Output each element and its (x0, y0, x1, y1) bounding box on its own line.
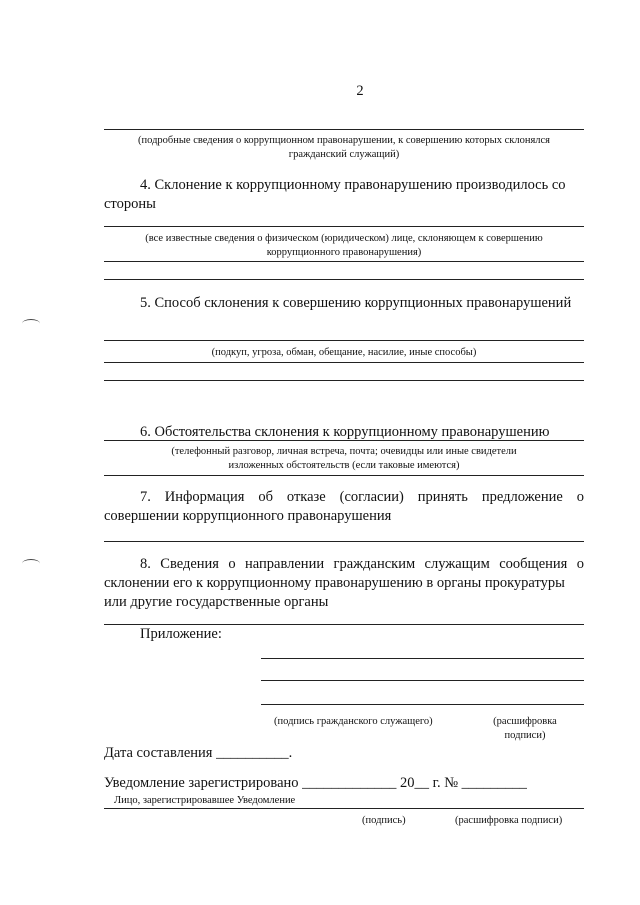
punch-hole-mark (22, 319, 40, 328)
caption-circumstances-2: изложенных обстоятельств (если таковые имеются) (228, 460, 460, 471)
section-4-line-2: стороны (104, 196, 156, 212)
form-line (104, 808, 584, 809)
attachment-line (261, 680, 584, 681)
section-5-heading: 5. Способ склонения к совершению коррупционных правонарушений (140, 295, 572, 311)
signature-caption: (подпись гражданского служащего) (274, 716, 433, 727)
registration-signature-caption: (подпись) (362, 815, 406, 826)
form-line (104, 362, 584, 363)
section-8-line-1: 8. Сведения о направлении гражданским служащим сообщения о (140, 556, 584, 572)
registration-line: Уведомление зарегистрировано _____________ 20__ г. № _________ (104, 775, 527, 791)
form-line (104, 340, 584, 341)
caption-circumstances-1: (телефонный разговор, личная встреча, почта; очевидцы или иные свидетели (171, 446, 517, 457)
caption-methods: (подкуп, угроза, обман, обещание, насилие, иные способы) (211, 347, 477, 358)
punch-hole-mark (22, 559, 40, 568)
registered-by-label: Лицо, зарегистрировавшее Уведомление (114, 795, 296, 806)
caption-offense-details-2: гражданский служащий) (288, 149, 400, 160)
form-line (104, 475, 584, 476)
registration-decoding-caption: (расшифровка подписи) (455, 815, 563, 826)
form-line (104, 129, 584, 130)
caption-person-details-2: коррупционного правонарушения) (266, 247, 422, 258)
section-4-line-1: 4. Склонение к коррупционному правонарушению производилось со (140, 177, 566, 193)
compilation-date: Дата составления __________. (104, 745, 293, 761)
attachment-line (261, 658, 584, 659)
caption-person-details-1: (все известные сведения о физическом (юридическом) лице, склоняющем к совершению (145, 233, 543, 244)
attachment-line (261, 704, 584, 705)
decoding-caption-2: подписи) (504, 730, 546, 741)
form-line (104, 226, 584, 227)
decoding-caption-1: (расшифровка (493, 716, 557, 727)
form-line (104, 541, 584, 542)
form-line (104, 380, 584, 381)
section-8-line-3: или другие государственные органы (104, 594, 329, 610)
section-8-line-2: склонении его к коррупционному правонарушению в органы прокуратуры (104, 575, 565, 591)
form-line (104, 261, 584, 262)
form-line (104, 279, 584, 280)
page-number: 2 (356, 83, 364, 99)
section-6-heading: 6. Обстоятельства склонения к коррупционному правонарушению (140, 424, 550, 440)
attachment-label: Приложение: (140, 626, 222, 642)
section-7-line-2: совершении коррупционного правонарушения (104, 508, 392, 524)
caption-offense-details-1: (подробные сведения о коррупционном правонарушении, к совершению которых склонялся (138, 135, 550, 146)
section-7-line-1: 7. Информация об отказе (согласии) принять предложение о (140, 489, 584, 505)
form-line (104, 440, 584, 441)
